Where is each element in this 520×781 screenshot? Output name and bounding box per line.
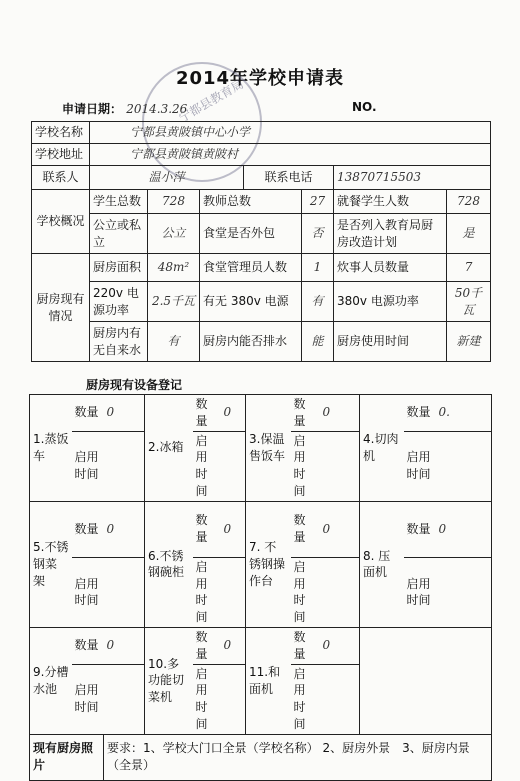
date-label: 申请日期 bbox=[62, 102, 111, 116]
qty-label: 数量 bbox=[291, 627, 320, 664]
qty-value: 0 bbox=[104, 395, 145, 432]
in-plan-label: 是否列入教育局厨房改造计划 bbox=[334, 214, 447, 254]
usage-value: 新建 bbox=[447, 322, 491, 362]
qty-label: 数量 bbox=[193, 395, 221, 432]
has380-label: 有无 380v 电源 bbox=[200, 282, 302, 322]
usage-label: 厨房使用时间 bbox=[334, 322, 447, 362]
equipment-name: 8. 压面机 bbox=[360, 501, 404, 627]
qty-label: 数量 bbox=[193, 627, 221, 664]
start-time-value bbox=[436, 557, 492, 627]
power220-label: 220v 电源功率 bbox=[90, 282, 148, 322]
phone-value: 13870715503 bbox=[334, 166, 491, 190]
qty-value: 0 bbox=[320, 501, 360, 557]
qty-value: 0 bbox=[320, 395, 360, 432]
equipment-name: 5.不锈钢菜架 bbox=[30, 501, 72, 627]
school-name-value: 宁都县黄陂镇中心小学 bbox=[90, 122, 491, 144]
start-time-label: 启用时间 bbox=[72, 557, 104, 627]
equipment-table bbox=[29, 394, 492, 781]
address-value: 宁都县黄陂镇黄陂村 bbox=[90, 144, 491, 166]
public-private-label: 公立或私立 bbox=[90, 214, 148, 254]
photos-requirements: 要求：1、学校大门口全景（学校名称） 2、厨房外景 3、厨房内景（全景） bbox=[104, 734, 492, 780]
qty-value: 0 bbox=[221, 501, 246, 557]
empty-cell bbox=[360, 627, 492, 734]
start-time-value bbox=[221, 431, 246, 501]
outsourced-label: 食堂是否外包 bbox=[200, 214, 302, 254]
teachers-label: 教师总数 bbox=[200, 190, 302, 214]
area-label: 厨房面积 bbox=[90, 254, 148, 282]
phone-label: 联系电话 bbox=[244, 166, 334, 190]
equipment-name: 6.不锈钢碗柜 bbox=[145, 501, 193, 627]
qty-value: 0 bbox=[221, 395, 246, 432]
qty-value: 0 bbox=[104, 501, 145, 557]
qty-label: 数量 bbox=[404, 395, 436, 432]
qty-value: 0. bbox=[436, 395, 492, 432]
cooks-label: 炊事人员数量 bbox=[334, 254, 447, 282]
power380-label: 380v 电源功率 bbox=[334, 282, 447, 322]
total-students-label: 学生总数 bbox=[90, 190, 148, 214]
start-time-label: 启用时间 bbox=[193, 664, 221, 734]
equipment-section-title: 厨房现有设备登记 bbox=[86, 378, 183, 392]
date-line: 申请日期： 2014.3.26 bbox=[62, 102, 188, 116]
start-time-label: 启用时间 bbox=[404, 557, 436, 627]
qty-value: 0 bbox=[104, 627, 145, 664]
in-plan-value: 是 bbox=[447, 214, 491, 254]
equipment-name: 10.多功能切菜机 bbox=[145, 627, 193, 734]
qty-label: 数量 bbox=[193, 501, 221, 557]
qty-label: 数量 bbox=[291, 501, 320, 557]
school-name-label: 学校名称 bbox=[32, 122, 90, 144]
qty-label: 数量 bbox=[291, 395, 320, 432]
start-time-value bbox=[320, 664, 360, 734]
start-time-label: 启用时间 bbox=[72, 664, 104, 734]
contact-label: 联系人 bbox=[32, 166, 90, 190]
start-time-label: 启用时间 bbox=[291, 664, 320, 734]
qty-label: 数量 bbox=[72, 395, 104, 432]
start-time-label: 启用时间 bbox=[193, 557, 221, 627]
form-title: 2014年学校申请表 bbox=[175, 68, 345, 89]
contact-value: 温小萍 bbox=[90, 166, 244, 190]
qty-label: 数量 bbox=[404, 501, 436, 557]
total-students-value: 728 bbox=[148, 190, 200, 214]
start-time-label: 启用时间 bbox=[404, 431, 436, 501]
start-time-label: 启用时间 bbox=[72, 431, 104, 501]
teachers-value: 27 bbox=[302, 190, 334, 214]
has380-value: 有 bbox=[302, 282, 334, 322]
water-label: 厨房内有无自来水 bbox=[90, 322, 148, 362]
power220-value: 2.5千瓦 bbox=[148, 282, 200, 322]
equipment-name: 11.和面机 bbox=[246, 627, 291, 734]
start-time-value bbox=[221, 664, 246, 734]
managers-value: 1 bbox=[302, 254, 334, 282]
drain-value: 能 bbox=[302, 322, 334, 362]
start-time-label: 启用时间 bbox=[193, 431, 221, 501]
equipment-name: 4.切肉机 bbox=[360, 395, 404, 502]
equipment-name: 7. 不锈钢操作台 bbox=[246, 501, 291, 627]
qty-value: 0 bbox=[320, 627, 360, 664]
address-label: 学校地址 bbox=[32, 144, 90, 166]
equipment-name: 3.保温售饭车 bbox=[246, 395, 291, 502]
no-label: NO. bbox=[352, 100, 377, 114]
photos-label: 现有厨房照片 bbox=[30, 734, 104, 780]
start-time-value bbox=[436, 431, 492, 501]
start-time-value bbox=[104, 664, 145, 734]
stamp-text: 宁都县教育局 bbox=[176, 76, 246, 125]
qty-label: 数量 bbox=[72, 501, 104, 557]
drain-label: 厨房内能否排水 bbox=[200, 322, 302, 362]
qty-value: 0 bbox=[436, 501, 492, 557]
start-time-value bbox=[104, 431, 145, 501]
cooks-value: 7 bbox=[447, 254, 491, 282]
equipment-name: 9.分槽水池 bbox=[30, 627, 72, 734]
equipment-name: 2.冰箱 bbox=[145, 395, 193, 502]
date-value: 2014.3.26 bbox=[126, 102, 188, 116]
school-info-table bbox=[31, 121, 491, 362]
overview-label: 学校概况 bbox=[32, 190, 90, 254]
start-time-value bbox=[320, 557, 360, 627]
start-time-value bbox=[320, 431, 360, 501]
start-time-label: 启用时间 bbox=[291, 557, 320, 627]
kitchen-label: 厨房现有情况 bbox=[32, 254, 90, 362]
qty-value: 0 bbox=[221, 627, 246, 664]
power380-value: 50千瓦 bbox=[447, 282, 491, 322]
start-time-value bbox=[221, 557, 246, 627]
managers-label: 食堂管理员人数 bbox=[200, 254, 302, 282]
outsourced-value: 否 bbox=[302, 214, 334, 254]
public-private-value: 公立 bbox=[148, 214, 200, 254]
dining-students-label: 就餐学生人数 bbox=[334, 190, 447, 214]
start-time-label: 启用时间 bbox=[291, 431, 320, 501]
start-time-value bbox=[104, 557, 145, 627]
qty-label: 数量 bbox=[72, 627, 104, 664]
equipment-name: 1.蒸饭车 bbox=[30, 395, 72, 502]
area-value: 48m² bbox=[148, 254, 200, 282]
water-value: 有 bbox=[148, 322, 200, 362]
dining-students-value: 728 bbox=[447, 190, 491, 214]
